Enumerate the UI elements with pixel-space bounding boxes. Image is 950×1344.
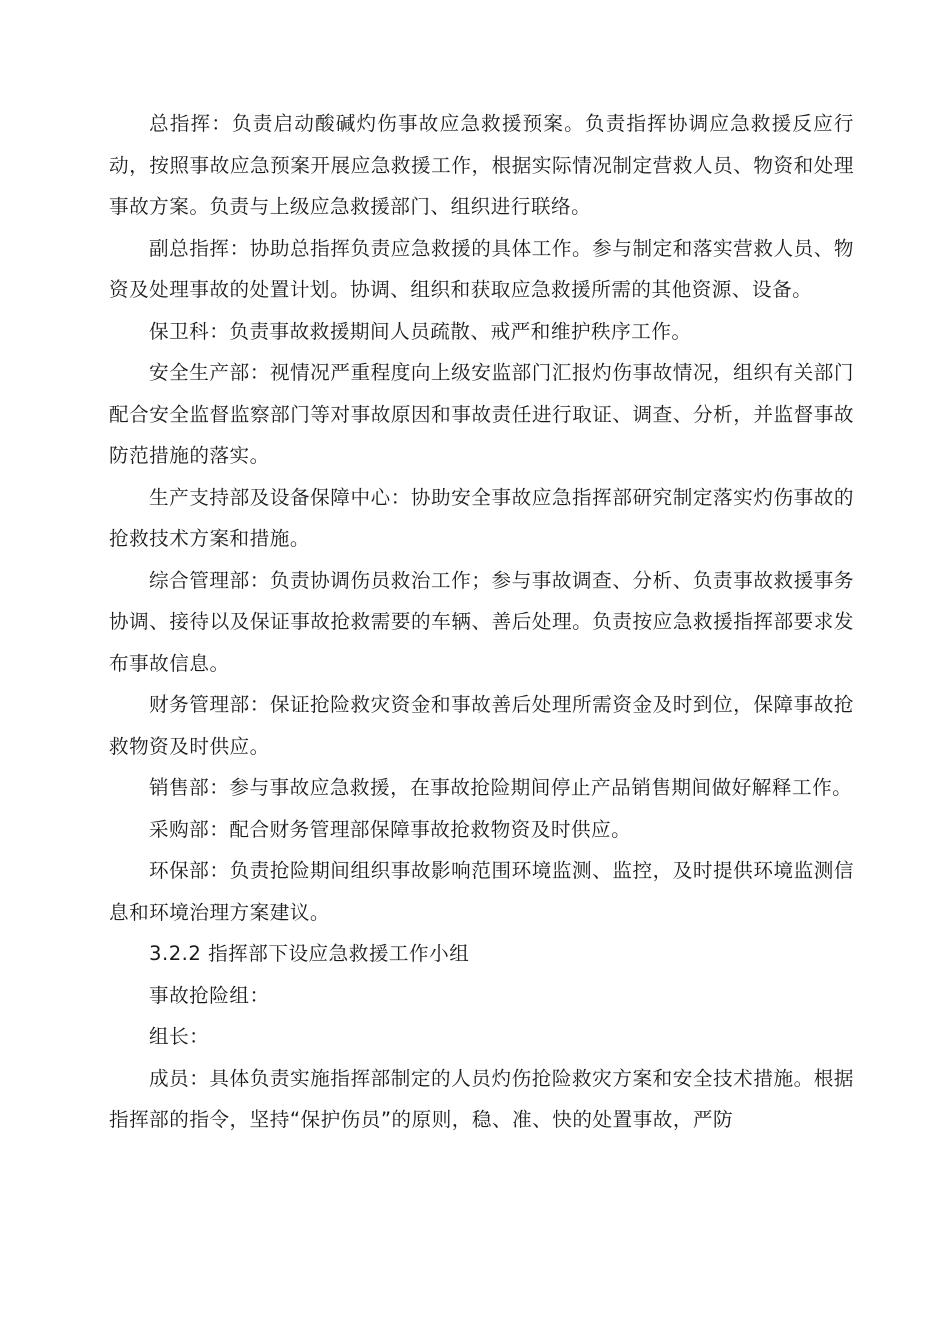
paragraph-huanbao-bu: 环保部：负责抢险期间组织事故影响范围环境监测、监控，及时提供环境监测信息和环境治理方案建议。	[109, 859, 854, 924]
paragraph-zong-zhihui: 总指挥：负责启动酸碱灼伤事故应急救援预案。负责指挥协调应急救援反应行动，按照事故应急预案开展应急救援工作，根据实际情况制定营救人员、物资和处理事故方案。负责与上级应急救援部门、组织进行联络。	[109, 112, 854, 218]
paragraph-baowei-ke: 保卫科：负责事故救援期间人员疏散、戒严和维护秩序工作。	[149, 319, 692, 343]
paragraph-caiwu-guanli-bu: 财务管理部：保证抢险救灾资金和事故善后处理所需资金及时到位，保障事故抢救物资及时供应。	[109, 693, 854, 758]
paragraph-shengchan-zhichi-bu: 生产支持部及设备保障中心：协助安全事故应急指挥部研究制定落实灼伤事故的抢救技术方案和措施。	[109, 485, 854, 550]
paragraph-chengyuan: 成员：具体负责实施指挥部制定的人员灼伤抢险救灾方案和安全技术措施。根据指挥部的指令，坚持“保护伤员”的原则，稳、准、快的处置事故，严防	[109, 1066, 854, 1131]
paragraph-anquan-shengchan-bu: 安全生产部：视情况严重程度向上级安监部门汇报灼伤事故情况，组织有关部门配合安全监督监察部门等对事故原因和事故责任进行取证、调查、分析，并监督事故防范措施的落实。	[109, 361, 854, 467]
paragraph-xiaoshou-bu: 销售部：参与事故应急救援，在事故抢险期间停止产品销售期间做好解释工作。	[149, 776, 853, 799]
paragraph-zuzhang: 组长：	[149, 1025, 210, 1048]
paragraph-fu-zong-zhihui: 副总指挥：协助总指挥负责应急救援的具体工作。参与制定和落实营救人员、物资及处理事故的处置计划。协调、组织和获取应急救援所需的其他资源、设备。	[109, 236, 854, 301]
paragraph-zonghe-guanli-bu: 综合管理部：负责协调伤员救治工作；参与事故调查、分析、负责事故救援事务协调、接待以及保证事故抢救需要的车辆、善后处理。负责按应急救援指挥部要求发布事故信息。	[109, 568, 854, 675]
paragraph-qiangxian-zu: 事故抢险组：	[149, 983, 270, 1007]
paragraph-caigou-bu: 采购部：配合财务管理部保障事故抢救物资及时供应。	[149, 817, 632, 841]
document-page	[109, 103, 854, 1141]
section-heading-3-2-2: 3.2.2 指挥部下设应急救援工作小组	[149, 942, 470, 965]
